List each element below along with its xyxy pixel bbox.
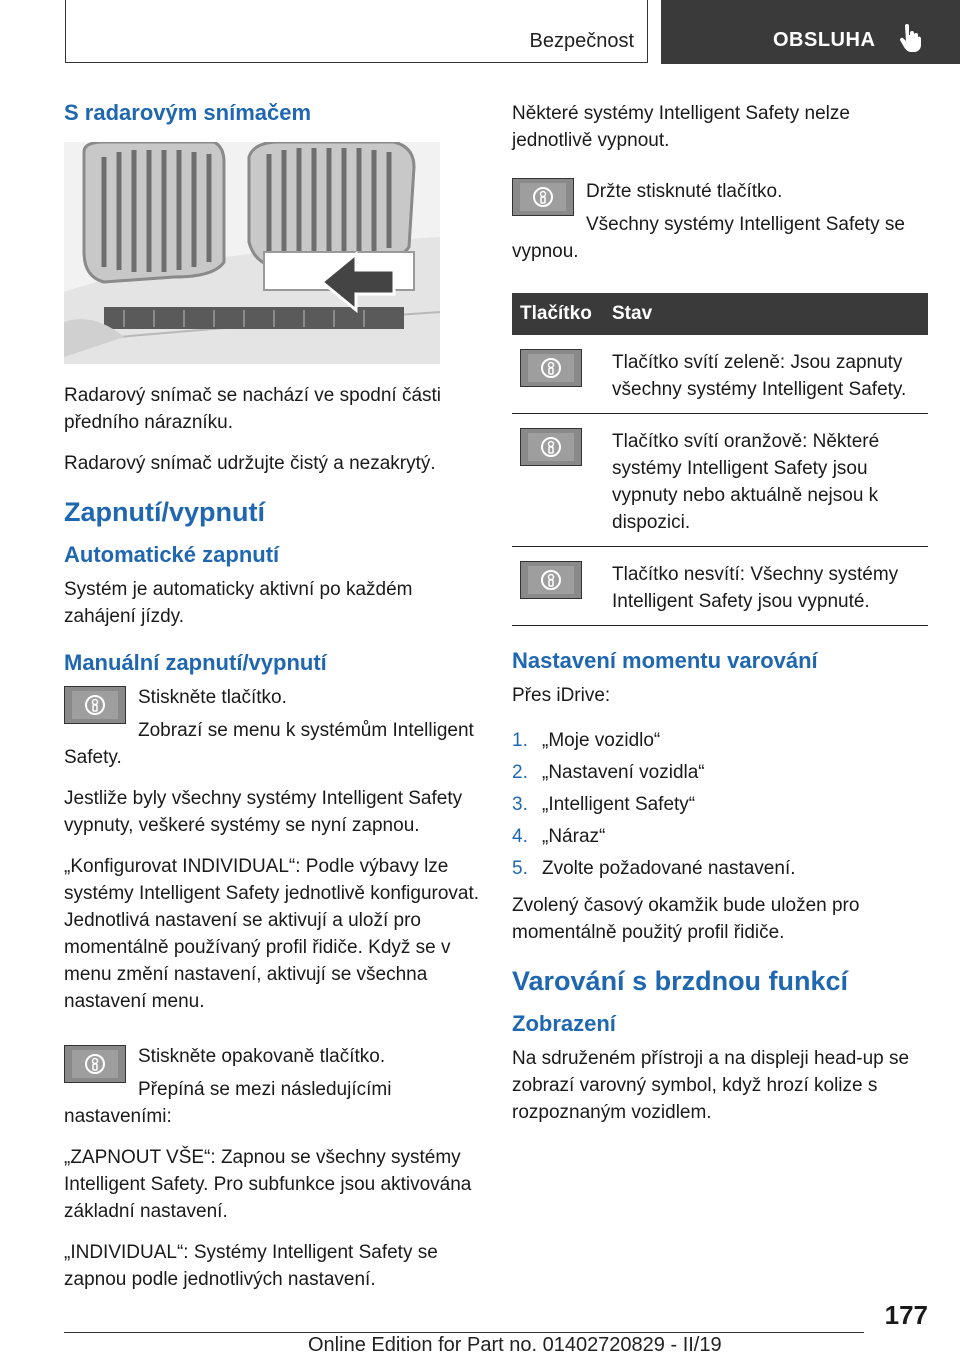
table-cell-status: Tlačítko svítí oranžově: Některé systémy Intelligent Safety jsou vypnuty nebo aktuálně nejsou k dispozici.	[604, 414, 928, 547]
repeat-paragraph-press: Stiskněte opakovaně tlačítko.	[138, 1046, 386, 1067]
idrive-paragraph: Přes iDrive:	[512, 685, 611, 706]
idrive-steps-list	[512, 727, 928, 882]
list-item: 2. „Nastavení vozidla“	[512, 762, 705, 783]
list-item: 4. „Náraz“	[512, 826, 606, 847]
table-cell-status: Tlačítko nesvítí: Všechny systémy Intelligent Safety jsou vypnuté.	[604, 547, 928, 626]
auto-on-paragraph: Systém je automaticky aktivní po každém zahájení jízdy.	[64, 579, 413, 627]
manual-paragraph-menu: Zobrazí se menu k systémům Intelligent Safety.	[64, 720, 474, 768]
right-column	[512, 100, 928, 1140]
repeat-paragraph-individual: „INDIVIDUAL“: Systémy Intelligent Safety se zapnou podle jednotlivých nastavení.	[64, 1242, 438, 1290]
intelligent-safety-button-icon	[512, 178, 574, 216]
intelligent-safety-button-icon	[64, 686, 126, 724]
manual-paragraph-press: Stiskněte tlačítko.	[138, 687, 287, 708]
table-header-button: Tlačítko	[512, 293, 604, 335]
radar-paragraph-location: Radarový snímač se nachází ve spodní části předního nárazníku.	[64, 385, 442, 433]
table-cell-status: Tlačítko svítí zeleně: Jsou zapnuty všechny systémy Intelligent Safety.	[604, 335, 928, 414]
hold-paragraph-off: Všechny systémy Intelligent Safety se vypnou.	[512, 214, 905, 262]
auto-on-heading: Automatické zapnutí	[64, 542, 280, 567]
manual-paragraph-individual: „Konfigurovat INDIVIDUAL“: Podle výbavy lze systémy Intelligent Safety jednotlivě konfigurovat. Jednotlivá nastavení se aktivují a uloží pro momentálně používaný profil řidiče. Když se v menu změní nastavení, aktivují se všechna nastavení menu.	[64, 856, 480, 1012]
list-item: 3. „Intelligent Safety“	[512, 794, 696, 815]
button-status-table	[512, 293, 928, 626]
repeat-paragraph-all-on: „ZAPNOUT VŠE“: Zapnou se všechny systémy Intelligent Safety. Pro subfunkce jsou aktivována základní nastavení.	[64, 1147, 472, 1222]
hand-pointer-icon	[899, 24, 921, 57]
chapter-tab-label: OBSLUHA	[773, 28, 876, 51]
repeat-paragraph-switch: Přepíná se mezi následujícími nastaveními:	[64, 1079, 392, 1127]
chapter-tab[interactable]	[661, 0, 960, 64]
front-bumper-radar-photo	[64, 142, 440, 364]
intelligent-safety-button-icon	[520, 561, 582, 599]
table-header-status: Stav	[604, 293, 928, 335]
brake-warning-heading: Varování s brzdnou funkcí	[512, 966, 849, 996]
radar-paragraph-clean: Radarový snímač udržujte čistý a nezakrytý.	[64, 453, 436, 474]
list-item: 5. Zvolte požadované nastavení.	[512, 858, 796, 879]
intelligent-safety-button-icon	[520, 428, 582, 466]
intelligent-safety-button-icon	[520, 349, 582, 387]
warning-time-heading: Nastavení momentu varování	[512, 648, 818, 673]
intelligent-safety-button-icon	[64, 1045, 126, 1083]
hold-paragraph-press: Držte stisknuté tlačítko.	[586, 181, 783, 202]
manual-onoff-heading: Manuální zapnutí/vypnutí	[64, 650, 327, 675]
saved-paragraph: Zvolený časový okamžik bude uložen pro momentálně použitý profil řidiče.	[512, 895, 860, 943]
table-row	[512, 414, 928, 547]
left-column	[64, 100, 480, 1307]
some-systems-paragraph: Některé systémy Intelligent Safety nelze jednotlivě vypnout.	[512, 103, 850, 151]
footer-edition: Online Edition for Part no. 01402720829 - II/19	[308, 1334, 722, 1356]
header-section-title: Bezpečnost	[529, 30, 634, 52]
onoff-heading: Zapnutí/vypnutí	[64, 497, 265, 527]
table-row	[512, 335, 928, 414]
page-number: 177	[884, 1300, 928, 1330]
manual-paragraph-all-on: Jestliže byly všechny systémy Intelligent Safety vypnuty, veškeré systémy se nyní zapnou.	[64, 788, 463, 836]
radar-section-title: S radarovým snímačem	[64, 100, 312, 125]
display-paragraph: Na sdruženém přístroji a na displeji head-up se zobrazí varovný symbol, když hrozí kolize s rozpoznaným vozidlem.	[512, 1048, 910, 1123]
table-row	[512, 547, 928, 626]
display-heading: Zobrazení	[512, 1011, 616, 1036]
list-item: 1. „Moje vozidlo“	[512, 730, 661, 751]
footer-divider	[64, 1332, 864, 1333]
